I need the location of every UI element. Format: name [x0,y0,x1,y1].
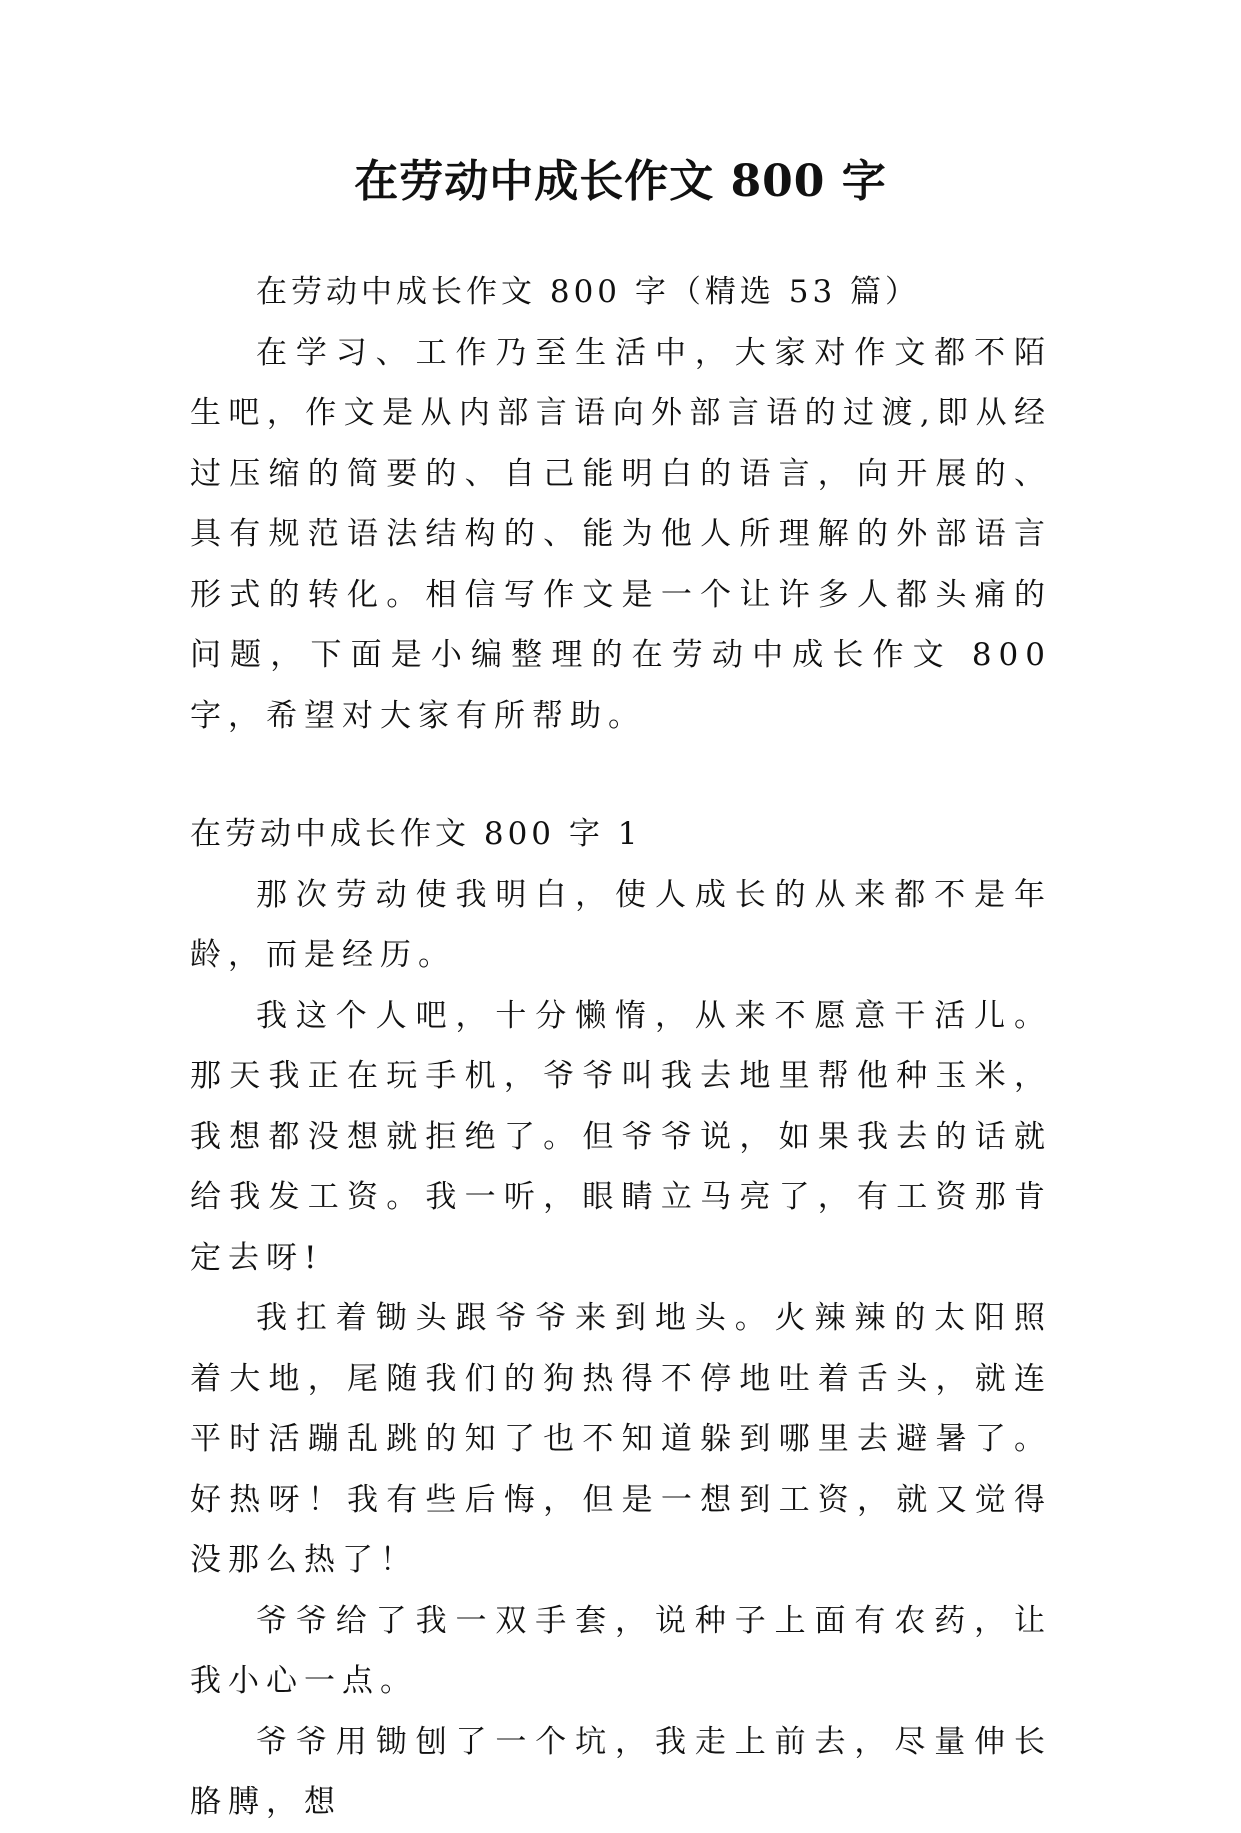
section-heading: 在劳动中成长作文 800 字 1 [190,816,642,852]
body-paragraph: 爷爷给了我一双手套，说种子上面有农药，让我小心一点。 [190,1602,1052,1699]
body-paragraph: 我扛着锄头跟爷爷来到地头。火辣辣的太阳照着大地，尾随我们的狗热得不停地吐着舌头，就连平时活蹦乱跳的知了也不知道躲到哪里去避暑了。好热呀！我有些后悔，但是一想到工资，就又觉得没那么热了！ [190,1300,1052,1578]
document-title: 在劳动中成长作文 800 字 [354,156,887,207]
body-paragraph: 爷爷用锄刨了一个坑，我走上前去，尽量伸长胳膊，想 [190,1723,1052,1820]
body-paragraph: 我这个人吧，十分懒惰，从来不愿意干活儿。那天我正在玩手机，爷爷叫我去地里帮他种玉米，我想都没想就拒绝了。但爷爷说，如果我去的话就给我发工资。我一听，眼睛立马亮了，有工资那肯定去呀! [190,997,1052,1276]
intro-paragraph: 在学习、工作乃至生活中，大家对作文都不陌生吧，作文是从内部言语向外部言语的过渡,即从经过压缩的简要的、自己能明白的语言，向开展的、具有规范语法结构的、能为他人所理解的外部语言形式的转化。相信写作文是一个让许多人都头痛的问题，下面是小编整理的在劳动中成长作文 800 字，希望对大家有所帮助。 [190,334,1052,734]
document-subtitle: 在劳动中成长作文 800 字（精选 53 篇） [256,274,921,310]
body-paragraph: 那次劳动使我明白，使人成长的从来都不是年龄，而是经历。 [190,876,1052,973]
document-body [190,262,1052,1833]
